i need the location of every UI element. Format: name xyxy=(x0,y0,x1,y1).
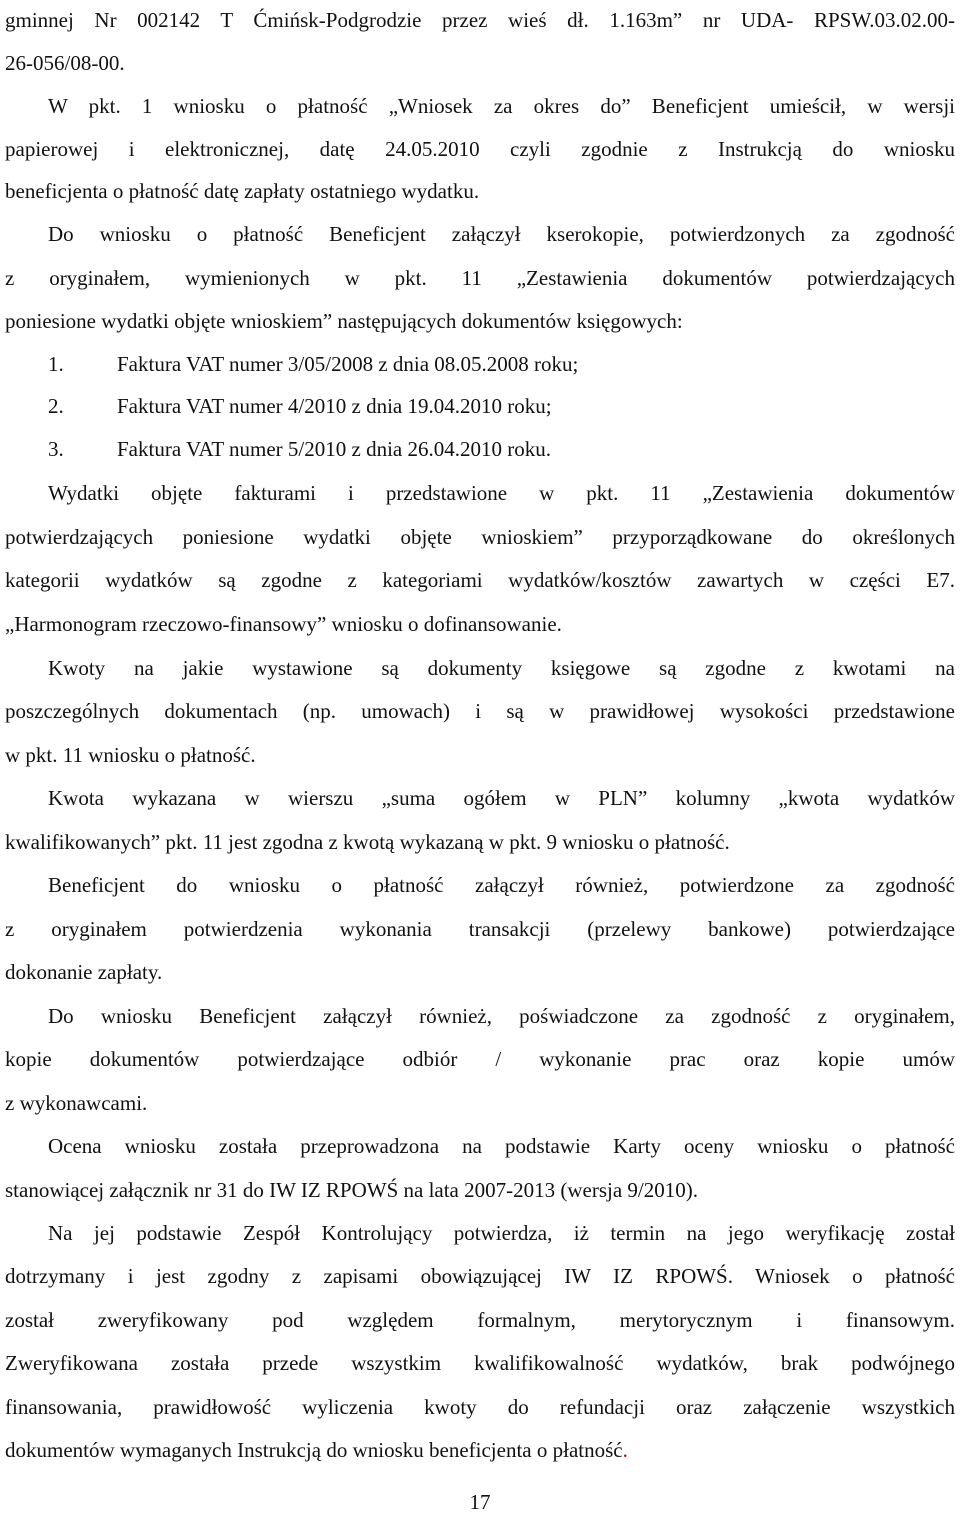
p5-line-3: w pkt. 11 wniosku o płatność. xyxy=(5,743,256,767)
p2-line-1: W pkt. 1 wniosku o płatność „Wniosek za okres do” Beneficjent umieścił, w wersji xyxy=(48,94,955,118)
p10-line-4: Zweryfikowana została przede wszystkim kwalifikowalność wydatków, brak podwójnego xyxy=(5,1351,955,1375)
p1-line-2: 26-056/08-00. xyxy=(5,51,125,75)
list-item-number: 1. xyxy=(48,352,64,376)
page-number: 17 xyxy=(469,1490,491,1514)
p3-line-2: z oryginałem, wymienionych w pkt. 11 „Zestawienia dokumentów potwierdzających xyxy=(5,266,955,290)
list-item-text: Faktura VAT numer 5/2010 z dnia 26.04.2010 roku. xyxy=(117,437,551,461)
p7-line-1: Beneficjent do wniosku o płatność załączył również, potwierdzone za zgodność xyxy=(48,873,955,897)
p10-line-2: dotrzymany i jest zgodny z zapisami obowiązującej IW IZ RPOWŚ. Wniosek o płatność xyxy=(5,1264,955,1288)
p8-line-3: z wykonawcami. xyxy=(5,1091,148,1115)
list-item-number: 2. xyxy=(48,394,64,418)
p3-line-1: Do wniosku o płatność Beneficjent załączył kserokopie, potwierdzonych za zgodność xyxy=(48,222,955,246)
p5-line-2: poszczególnych dokumentach (np. umowach) i są w prawidłowej wysokości przedstawione xyxy=(5,699,955,723)
p5-line-1: Kwoty na jakie wystawione są dokumenty księgowe są zgodne z kwotami na xyxy=(48,656,955,680)
p9-line-1: Ocena wniosku została przeprowadzona na podstawie Karty oceny wniosku o płatność xyxy=(48,1134,955,1158)
red-period: . xyxy=(622,1438,628,1462)
list-item-text: Faktura VAT numer 3/05/2008 z dnia 08.05.2008 roku; xyxy=(117,352,579,376)
p10-line-6 xyxy=(5,1436,955,1464)
p2-line-3: beneficjenta o płatność datę zapłaty ostatniego wydatku. xyxy=(5,179,480,203)
p3-line-3: poniesione wydatki objęte wnioskiem” następujących dokumentów księgowych: xyxy=(5,309,683,333)
p10-line-3: został zweryfikowany pod względem formalnym, merytorycznym i finansowym. xyxy=(5,1308,955,1332)
p4-line-3: kategorii wydatków są zgodne z kategoriami wydatków/kosztów zawartych w części E7. xyxy=(5,568,955,592)
p7-line-3: dokonanie zapłaty. xyxy=(5,960,163,984)
p10-line-5: finansowania, prawidłowość wyliczenia kwoty do refundacji oraz załączenie wszystkich xyxy=(5,1395,955,1419)
list-item-number: 3. xyxy=(48,437,64,461)
p6-line-1: Kwota wykazana w wierszu „suma ogółem w PLN” kolumny „kwota wydatków xyxy=(48,786,955,810)
p6-line-2: kwalifikowanych” pkt. 11 jest zgodna z kwotą wykazaną w pkt. 9 wniosku o płatność. xyxy=(5,830,730,854)
p8-line-2: kopie dokumentów potwierdzające odbiór / wykonanie prac oraz kopie umów xyxy=(5,1047,955,1071)
list-item-text: Faktura VAT numer 4/2010 z dnia 19.04.2010 roku; xyxy=(117,394,552,418)
p10-line-1: Na jej podstawie Zespół Kontrolujący potwierdza, iż termin na jego weryfikację został xyxy=(48,1221,955,1245)
p2-line-2: papierowej i elektronicznej, datę 24.05.2010 czyli zgodnie z Instrukcją do wniosku xyxy=(5,137,955,161)
p4-line-4: „Harmonogram rzeczowo-finansowy” wniosku o dofinansowanie. xyxy=(5,612,562,636)
p8-line-1: Do wniosku Beneficjent załączył również, poświadczone za zgodność z oryginałem, xyxy=(48,1004,955,1028)
p4-line-2: potwierdzających poniesione wydatki objęte wnioskiem” przyporządkowane do określonych xyxy=(5,525,955,549)
p7-line-2: z oryginałem potwierdzenia wykonania transakcji (przelewy bankowe) potwierdzające xyxy=(5,917,955,941)
p1-line-1: gminnej Nr 002142 T Ćmińsk-Podgrodzie przez wieś dł. 1.163m” nr UDA- RPSW.03.02.00- xyxy=(5,8,955,32)
p10-line-6-text: dokumentów wymaganych Instrukcją do wniosku beneficjenta o płatność xyxy=(5,1438,623,1462)
p9-line-2: stanowiącej załącznik nr 31 do IW IZ RPOWŚ na lata 2007-2013 (wersja 9/2010). xyxy=(5,1178,698,1202)
p4-line-1: Wydatki objęte fakturami i przedstawione w pkt. 11 „Zestawienia dokumentów xyxy=(48,481,955,505)
